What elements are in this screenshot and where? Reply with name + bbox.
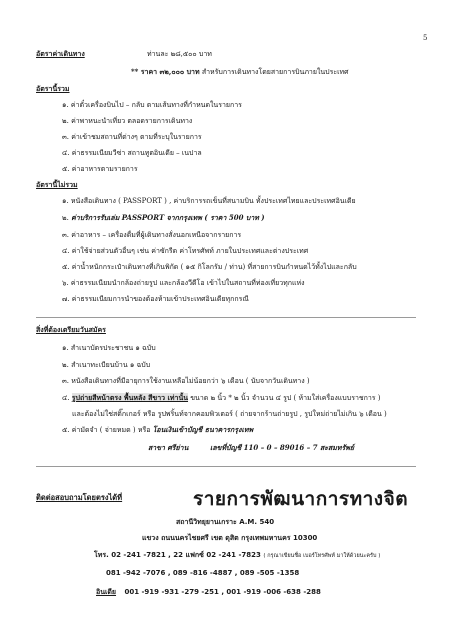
phone-fax: โทร. 02 -241 -7821 , 22 แฟกซ์ 02 -241 -7823 xyxy=(94,551,261,559)
passport-service-fee: ค่าบริการรับเล่ม PASSPORT จากกรุงเทพ ( ราคา 500 บาท ) xyxy=(71,213,265,222)
included-item: ๑. ค่าตั๋วเครื่องบินไป – กลับ ตามเส้นทางที่กำหนดในรายการ xyxy=(62,101,242,109)
fare-note xyxy=(131,67,349,78)
section-divider xyxy=(36,317,416,318)
india-label: อินเดีย xyxy=(96,588,117,596)
document-item: ๒. สำเนาทะเบียนบ้าน ๑ ฉบับ xyxy=(62,361,151,369)
excluded-item: ๖. ค่าธรรมเนียมนำกล้องถ่ายรูป และกล้องวีดีโอ เข้าไปในสถานที่ท่องเที่ยวทุกแห่ง xyxy=(62,279,305,287)
fare-adult-price: ท่านละ ๒๘,๕๐๐ บาท xyxy=(147,50,212,58)
photo-emphasis: รูปถ่ายสีหน้าตรง พื้นหลัง สีขาว เท่านั้น xyxy=(71,393,189,402)
fare-note-text: สำหรับการเดินทางโดยสายการบินภายในประเทศ xyxy=(201,68,349,76)
phone-fax-line xyxy=(94,550,380,561)
included-item: ๓. ค่าเข้าชมสถานที่ต่างๆ ตามที่ระบุในรายการ xyxy=(62,133,202,141)
fare-heading: อัตราค่าเดินทาง xyxy=(36,49,85,58)
bank-branch: สาขา ศรีย่าน xyxy=(148,443,189,452)
excluded-item-2-number: ๒. xyxy=(62,214,69,222)
deposit-prefix: ๕. ค่ามัดจำ ( จ่ายหมด ) หรือ xyxy=(62,426,153,434)
page-number: 5 xyxy=(423,34,428,42)
photo-requirement xyxy=(62,393,381,404)
included-item: ๒. ค่าพาหนะนำเที่ยว ตลอดรายการเดินทาง xyxy=(62,117,193,125)
mobile-numbers: 081 -942 -7076 , 089 -816 -4887 , 089 -505 -1358 xyxy=(106,569,300,577)
station-address: แขวง ถนนนครไชยศรี เขต ดุสิต กรุงเทพมหานคร 10300 xyxy=(142,534,318,542)
excluded-item: ๓. ค่าอาหาร – เครื่องดื่มที่ผู้เดินทางสั่งนอกเหนือจากรายการ xyxy=(62,231,242,239)
excluded-heading: อัตรานี้ไม่รวม xyxy=(36,180,78,189)
contact-label: ติดต่อสอบถามโดยตรงได้ที่ xyxy=(36,493,123,502)
included-heading: อัตรานี้รวม xyxy=(36,84,70,93)
photo-requirement-detail: และต้องไม่ใช่สติ๊กเกอร์ หรือ รูปพริ้นท์จากคอมพิวเตอร์ ( ถ่ายจากร้านถ่ายรูป , รูปใหม่ถ่ายไม่เกิน ๖ เดือน ) xyxy=(72,410,387,418)
included-item: ๔. ค่าธรรมเนียมวีซ่า สถานทูตอินเดีย – เนปาล xyxy=(62,149,202,157)
deposit-line xyxy=(62,425,253,436)
section-divider xyxy=(36,466,416,467)
excluded-item: ๑. หนังสือเดินทาง ( PASSPORT ) , ค่าบริการรถเข็นที่สนามบิน ทั้งประเทศไทยและประเทศอินเดีย xyxy=(62,197,356,205)
india-contact xyxy=(96,587,321,598)
photo-number: ๔. xyxy=(62,394,70,402)
program-title: รายการพัฒนาการทางจิต xyxy=(193,488,409,510)
excluded-item: ๕. ค่าน้ำหนักกระเป๋าเดินทางที่เกินพิกัด ( ๑๕ กิโลกรัม / ท่าน) ที่สายการบินกำหนดไว้ทั้งไปและกลับ xyxy=(62,263,357,271)
documents-heading: สิ่งที่ต้องเตรียมวันสมัคร xyxy=(36,325,106,334)
fax-note: ( กรุณาเขียนชื่อ เบอร์โทรศัพท์ มาให้ด้วยนะครับ ) xyxy=(263,553,381,559)
excluded-item: ๗. ค่าธรรมเนียมการนำของต้องห้ามเข้าประเทศอินเดียทุกกรณี xyxy=(62,295,249,303)
india-numbers: 001 -919 -931 -279 -251 , 001 -919 -006 -638 -288 xyxy=(124,588,321,596)
excluded-item-2 xyxy=(62,213,265,224)
excluded-item: ๔. ค่าใช้จ่ายส่วนตัวอื่นๆ เช่น ค่าซักรีด ค่าโทรศัพท์ ภายในประเทศและต่างประเทศ xyxy=(62,247,309,255)
fare-note-label: ** ราคา ๓๒,๐๐๐ บาท xyxy=(131,67,200,76)
station-name: สถานีวิทยุยานเกราะ A.M. 540 xyxy=(176,518,275,526)
document-item: ๑. สำเนาบัตรประชาชน ๑ ฉบับ xyxy=(62,344,156,352)
included-item: ๕. ค่าอาหารตามรายการ xyxy=(62,165,138,173)
document-item: ๓. หนังสือเดินทางที่มีอายุการใช้งานเหลือไม่น้อยกว่า ๖ เดือน ( นับจากวันเดินทาง ) xyxy=(62,377,310,385)
photo-size: ขนาด ๒ นิ้ว * ๒ นิ้ว จำนวน ๔ รูป ( ห้ามใส่เครื่องแบบราชการ ) xyxy=(190,394,381,402)
bank-account-number: เลขที่บัญชี 110 – 0 – 89016 – 7 สะสมทรัพย์ xyxy=(210,443,354,452)
deposit-account: โอนเงินเข้าบัญชี ธนาคารกรุงเทพ xyxy=(152,425,254,434)
